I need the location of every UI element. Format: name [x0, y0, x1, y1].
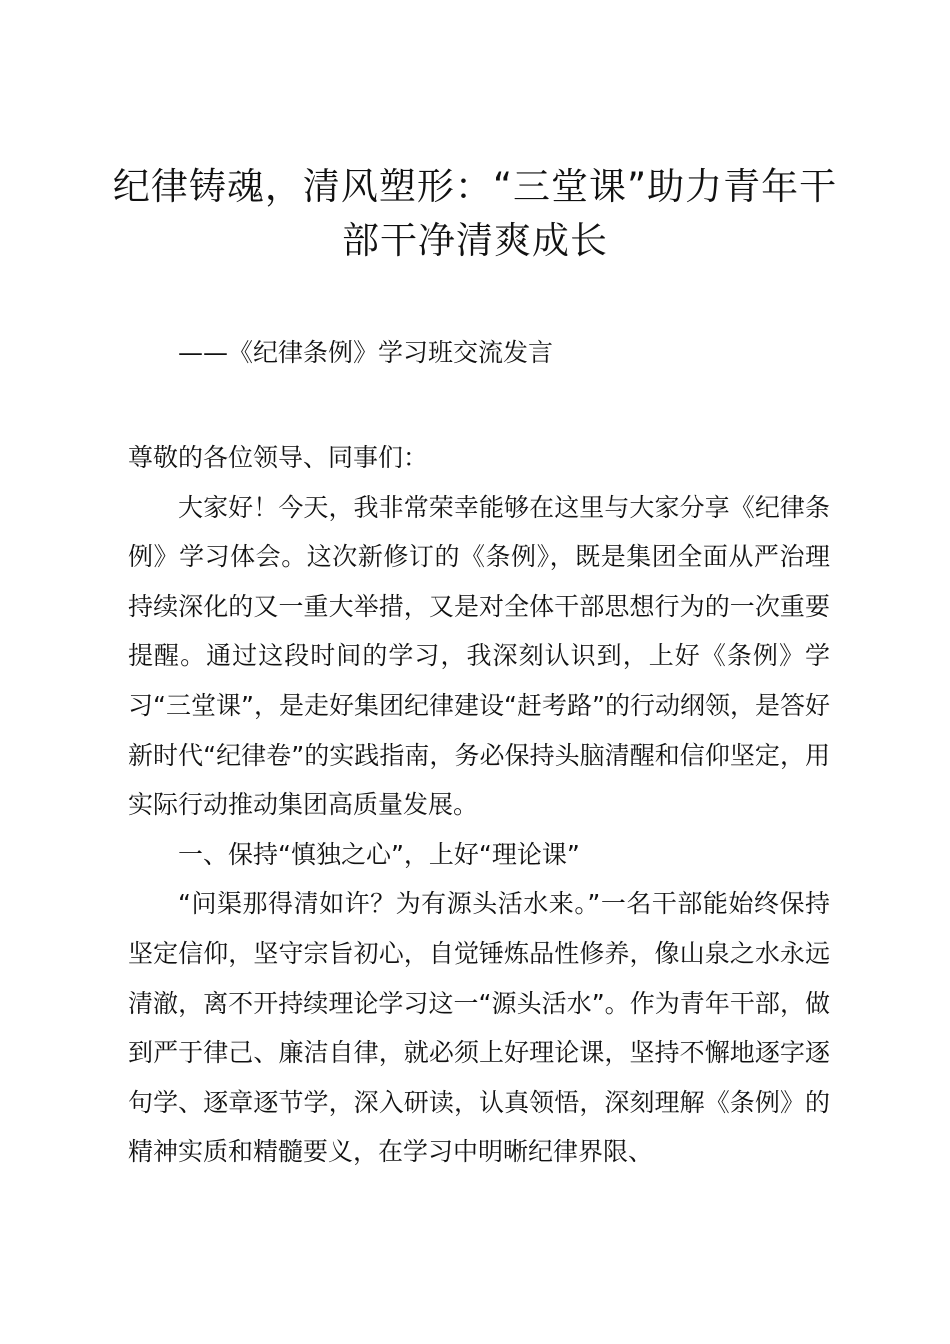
document-title: 纪律铸魂，清风塑形：“三堂课”助力青年干部干净清爽成长: [112, 165, 838, 262]
document-subtitle: ——《纪律条例》学习班交流发言: [178, 338, 554, 367]
paragraph-section-1: “问渠那得清如许？为有源头活水来。”一名干部能始终保持坚定信仰，坚守宗旨初心，自觉锤炼品性修养，像山泉之水永远清澈，离不开持续理论学习这一“源头活水”。作为青年干部，做到严于律己、廉洁自律，就必须上好理论课，坚持不懈地逐字逐句学、逐章逐节学，深入研读，认真领悟，深刻理解《条例》的精神实质和精髓要义，在学习中明晰纪律界限、: [128, 889, 830, 1167]
paragraph-intro: 大家好！今天，我非常荣幸能够在这里与大家分享《纪律条例》学习体会。这次新修订的《条例》，既是集团全面从严治理持续深化的又一重大举措，又是对全体干部思想行为的一次重要提醒。通过这段时间的学习，我深刻认识到，上好《条例》学习“三堂课”，是走好集团纪律建设“赶考路”的行动纲领，是答好新时代“纪律卷”的实践指南，务必保持头脑清醒和信仰坚定，用实际行动推动集团高质量发展。: [128, 492, 830, 820]
document-body: [128, 433, 830, 1177]
section-heading-1: 一、保持“慎独之心”，上好“理论课”: [178, 839, 580, 869]
salutation: 尊敬的各位领导、同事们：: [128, 443, 429, 472]
